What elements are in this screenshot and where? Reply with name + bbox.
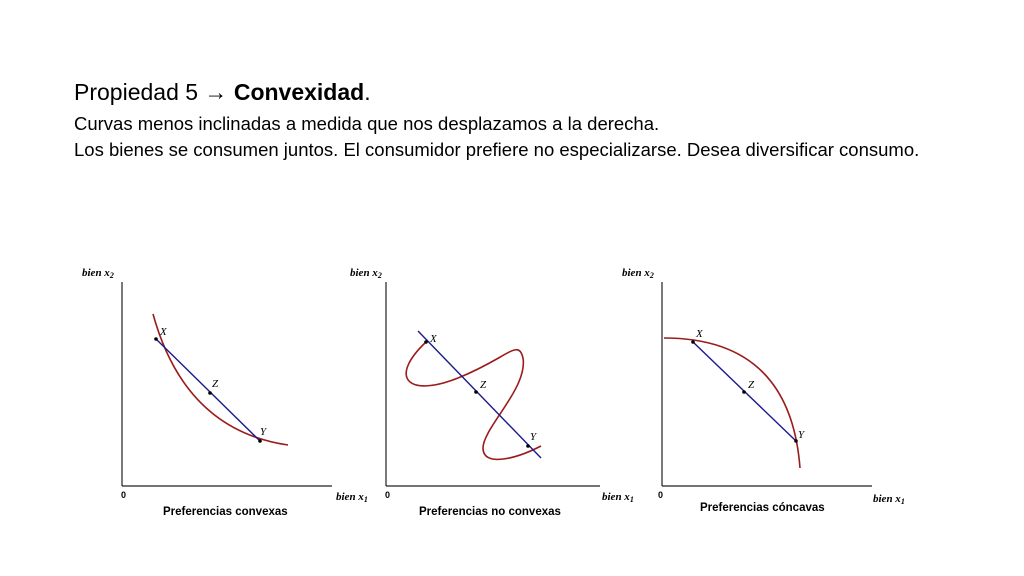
concave-diagram [620,258,915,528]
chord-xy [156,339,260,441]
point-z-label: Z [748,379,755,391]
description-line-1: Curvas menos inclinadas a medida que nos desplazamos a la derecha. [74,113,660,134]
point-y [258,439,262,443]
y-axis-label: bien x2 [82,267,114,280]
point-x-label: X [696,328,703,340]
point-x-label: X [430,333,437,345]
point-x [691,340,695,344]
indifference-curve [406,342,541,459]
caption: Preferencias convexas [163,506,288,518]
indifference-curve [664,338,800,468]
panel-non-convex [348,258,633,528]
origin-label: 0 [385,490,391,500]
y-axis-label: bien x2 [622,267,654,280]
point-z [474,390,478,394]
slide-text [74,78,974,164]
non-convex-diagram [348,258,633,528]
title-suffix: . [364,79,371,105]
panel-convex [80,258,368,528]
x-axis-label: bien x1 [873,493,905,506]
point-z-label: Z [212,378,219,390]
y-axis-label: bien x2 [350,267,382,280]
point-x [424,340,428,344]
title-emphasis: Convexidad [233,79,365,105]
point-y-label: Y [260,426,267,438]
description-line-2: Los bienes se consumen juntos. El consumidor prefiere no especializarse. Desea diversificar consumo. [74,139,920,160]
point-x-label: X [160,326,167,338]
point-y-label: Y [530,431,537,443]
caption: Preferencias cóncavas [700,502,825,514]
panel-concave [620,258,915,528]
origin-label: 0 [121,490,127,500]
chord-xy [418,331,541,458]
x-axis-label: bien x1 [602,491,634,504]
indifference-curve [153,314,288,445]
point-x [154,337,158,341]
caption: Preferencias no convexas [419,506,561,518]
point-z [742,390,746,394]
x-axis-label: bien x1 [336,491,368,504]
point-y-label: Y [798,429,805,441]
point-z [208,391,212,395]
convex-diagram [80,258,368,528]
title-prefix: Propiedad 5 → [74,79,234,105]
point-y [526,444,530,448]
origin-label: 0 [658,490,664,500]
point-z-label: Z [480,379,487,391]
slide-title [74,78,974,106]
